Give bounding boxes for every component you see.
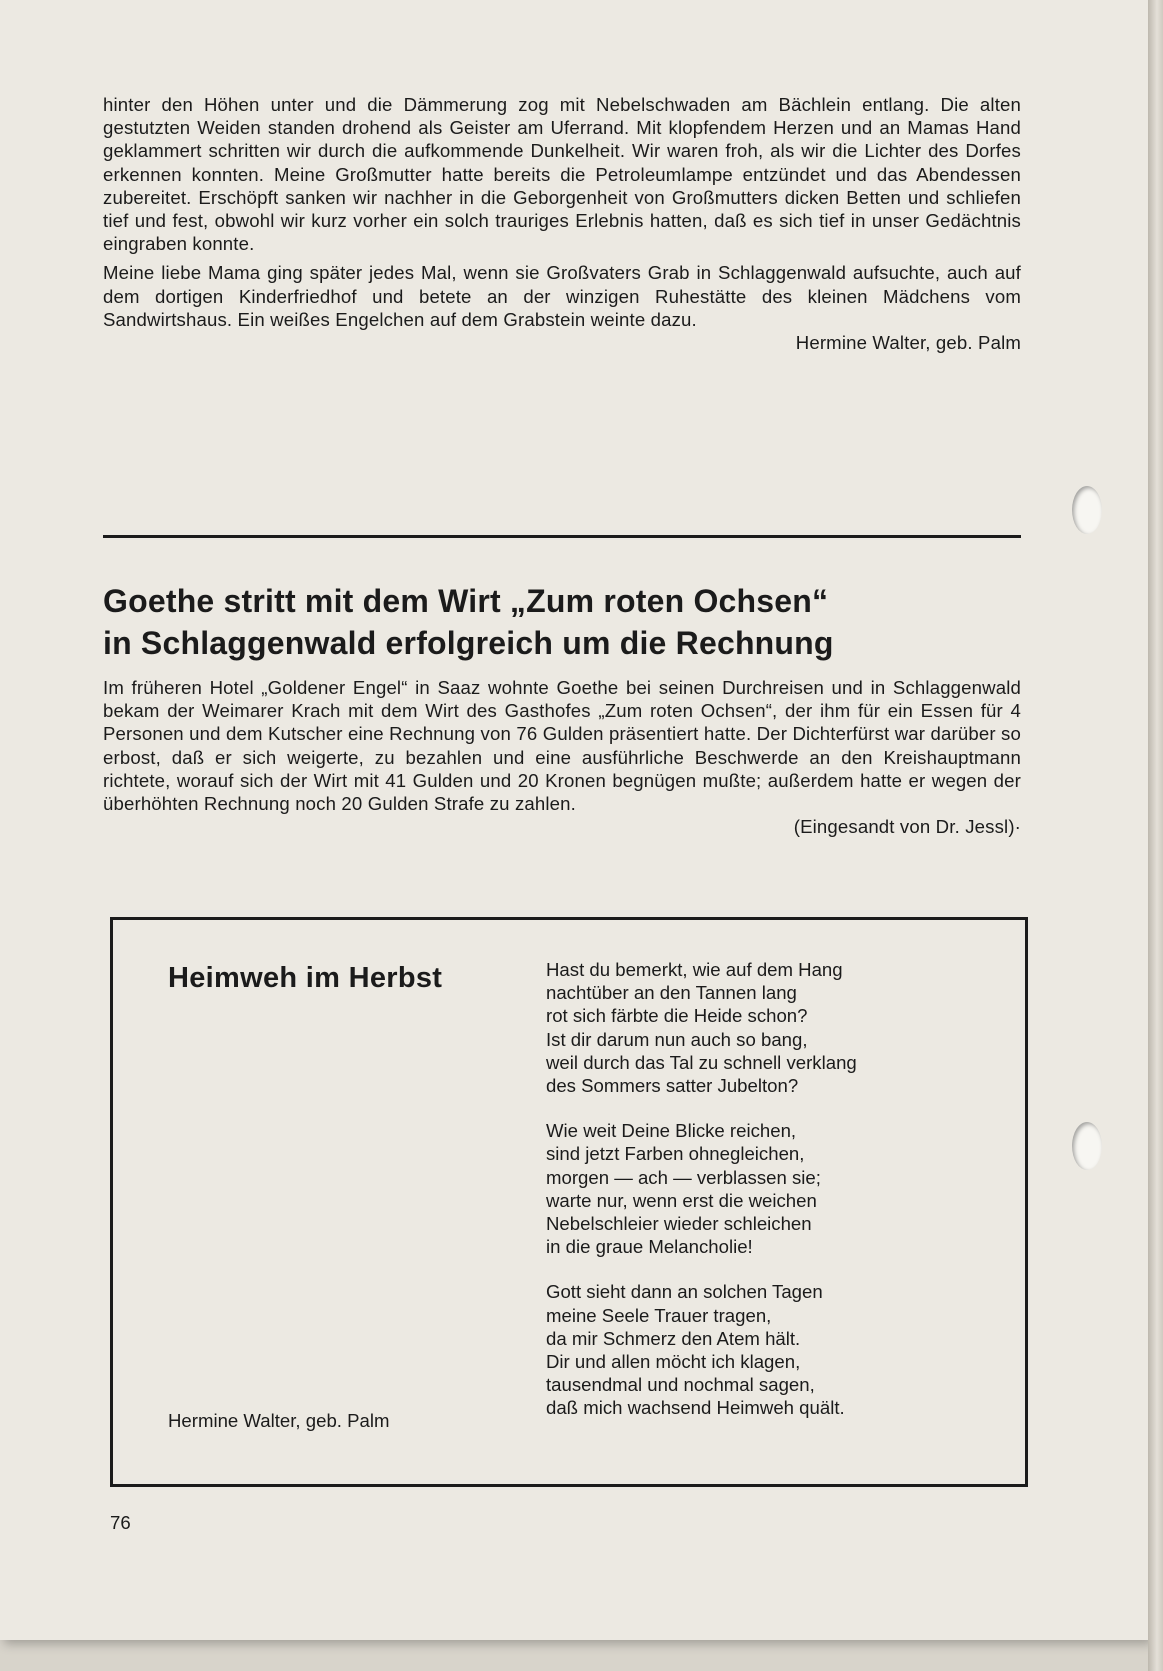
article-2-source: (Eingesandt von Dr. Jessl)· — [793, 816, 1021, 838]
poem-stanza-3 — [546, 1280, 1016, 1419]
article-1-paragraph-2: Meine liebe Mama ging später jedes Mal, wenn sie Großvaters Grab in Schlaggenwald aufsuchte, auch auf dem dortigen Kinderfriedhof und betete an der winzigen Ruhestätte des kleinen Mädchens vom Sandwirtshaus. Ein weißes Engelchen auf dem Grabstein weinte dazu. — [103, 262, 1021, 330]
headline-line-1: Goethe stritt mit dem Wirt „Zum roten Ochsen“ — [103, 583, 829, 619]
poem-stanza-2 — [546, 1119, 1016, 1258]
poem-line: sind jetzt Farben ohnegleichen, — [546, 1143, 805, 1165]
poem-stanza-1 — [546, 958, 1016, 1097]
poem-line: warte nur, wenn erst die weichen — [546, 1189, 817, 1211]
article-2-body: Im früheren Hotel „Goldener Engel“ in Saaz wohnte Goethe bei seinen Durchreisen und in Schlaggenwald bekam der Weimarer Krach mit dem Wirt des Gasthofes „Zum roten Ochsen“, der ihm für ein Essen für 4 Personen und dem Kutscher eine Rechnung von 76 Gulden präsentiert hatte. Der Dichterfürst war darüber so erbost, daß er sich weigerte, zu bezahlen und eine ausführliche Beschwerde an den Kreishauptmann richtete, worauf sich der Wirt mit 41 Gulden und 20 Kronen begnügen mußte; außerdem hatte er wegen der überhöhten Rechnung noch 20 Gulden Strafe zu zahlen. — [103, 677, 1021, 815]
page-edge — [1148, 0, 1163, 1671]
poem-line: morgen — ach — verblassen sie; — [546, 1166, 821, 1188]
poem-line: nachtüber an den Tannen lang — [546, 982, 797, 1004]
poem-box — [110, 917, 1028, 1487]
poem-title: Heimweh im Herbst — [168, 962, 443, 994]
poem-line: Gott sieht dann an solchen Tagen — [546, 1281, 823, 1303]
poem-line: weil durch das Tal zu schnell verklang — [546, 1051, 857, 1073]
poem-line: in die graue Melancholie! — [546, 1236, 753, 1258]
page-number: 76 — [110, 1512, 131, 1533]
poem-line: Wie weit Deine Blicke reichen, — [546, 1120, 797, 1142]
poem-line: Dir und allen möcht ich klagen, — [546, 1351, 801, 1373]
article-2 — [103, 676, 1021, 838]
poem-line: Nebelschleier wieder schleichen — [546, 1213, 812, 1235]
poem-line: da mir Schmerz den Atem hält. — [546, 1327, 801, 1349]
poem-line: daß mich wachsend Heimweh quält. — [546, 1397, 845, 1419]
poem-text — [546, 958, 1016, 1442]
poem-line: Ist dir darum nun auch so bang, — [546, 1028, 808, 1050]
poem-line: Hast du bemerkt, wie auf dem Hang — [546, 959, 843, 980]
section-divider — [103, 535, 1021, 538]
article-1-paragraph-1: hinter den Höhen unter und die Dämmerung zog mit Nebelschwaden am Bächlein entlang. Die alten gestutzten Weiden standen drohend als Geister am Uferrand. Mit klopfendem Herzen und an Mamas Hand geklammert schritten wir durch die aufkommende Dunkelheit. Wir waren froh, als wir die Lichter des Dorfes erkennen konnten. Meine Großmutter hatte bereits die Petroleumlampe entzündet und das Abendessen zubereitet. Erschöpft sanken wir nachher in die Geborgenheit von Großmutters dicken Betten und schliefen tief und fest, obwohl wir kurz vorher ein solch trauriges Erlebnis hatten, daß es sich tief in unser Gedächtnis eingraben konnte. — [103, 94, 1021, 255]
article-1-author: Hermine Walter, geb. Palm — [795, 332, 1021, 354]
poem-line: tausendmal und nochmal sagen, — [546, 1374, 815, 1396]
poem-line: rot sich färbte die Heide schon? — [546, 1005, 808, 1027]
headline-line-2: in Schlaggenwald erfolgreich um die Rechnung — [103, 625, 834, 661]
punch-hole — [1072, 486, 1102, 534]
poem-line: des Sommers satter Jubelton? — [546, 1075, 799, 1097]
punch-hole — [1072, 1122, 1102, 1170]
poem-line: meine Seele Trauer tragen, — [546, 1304, 772, 1326]
article-2-headline — [103, 580, 1021, 664]
article-1 — [103, 93, 1021, 354]
poem-author: Hermine Walter, geb. Palm — [168, 1410, 390, 1431]
